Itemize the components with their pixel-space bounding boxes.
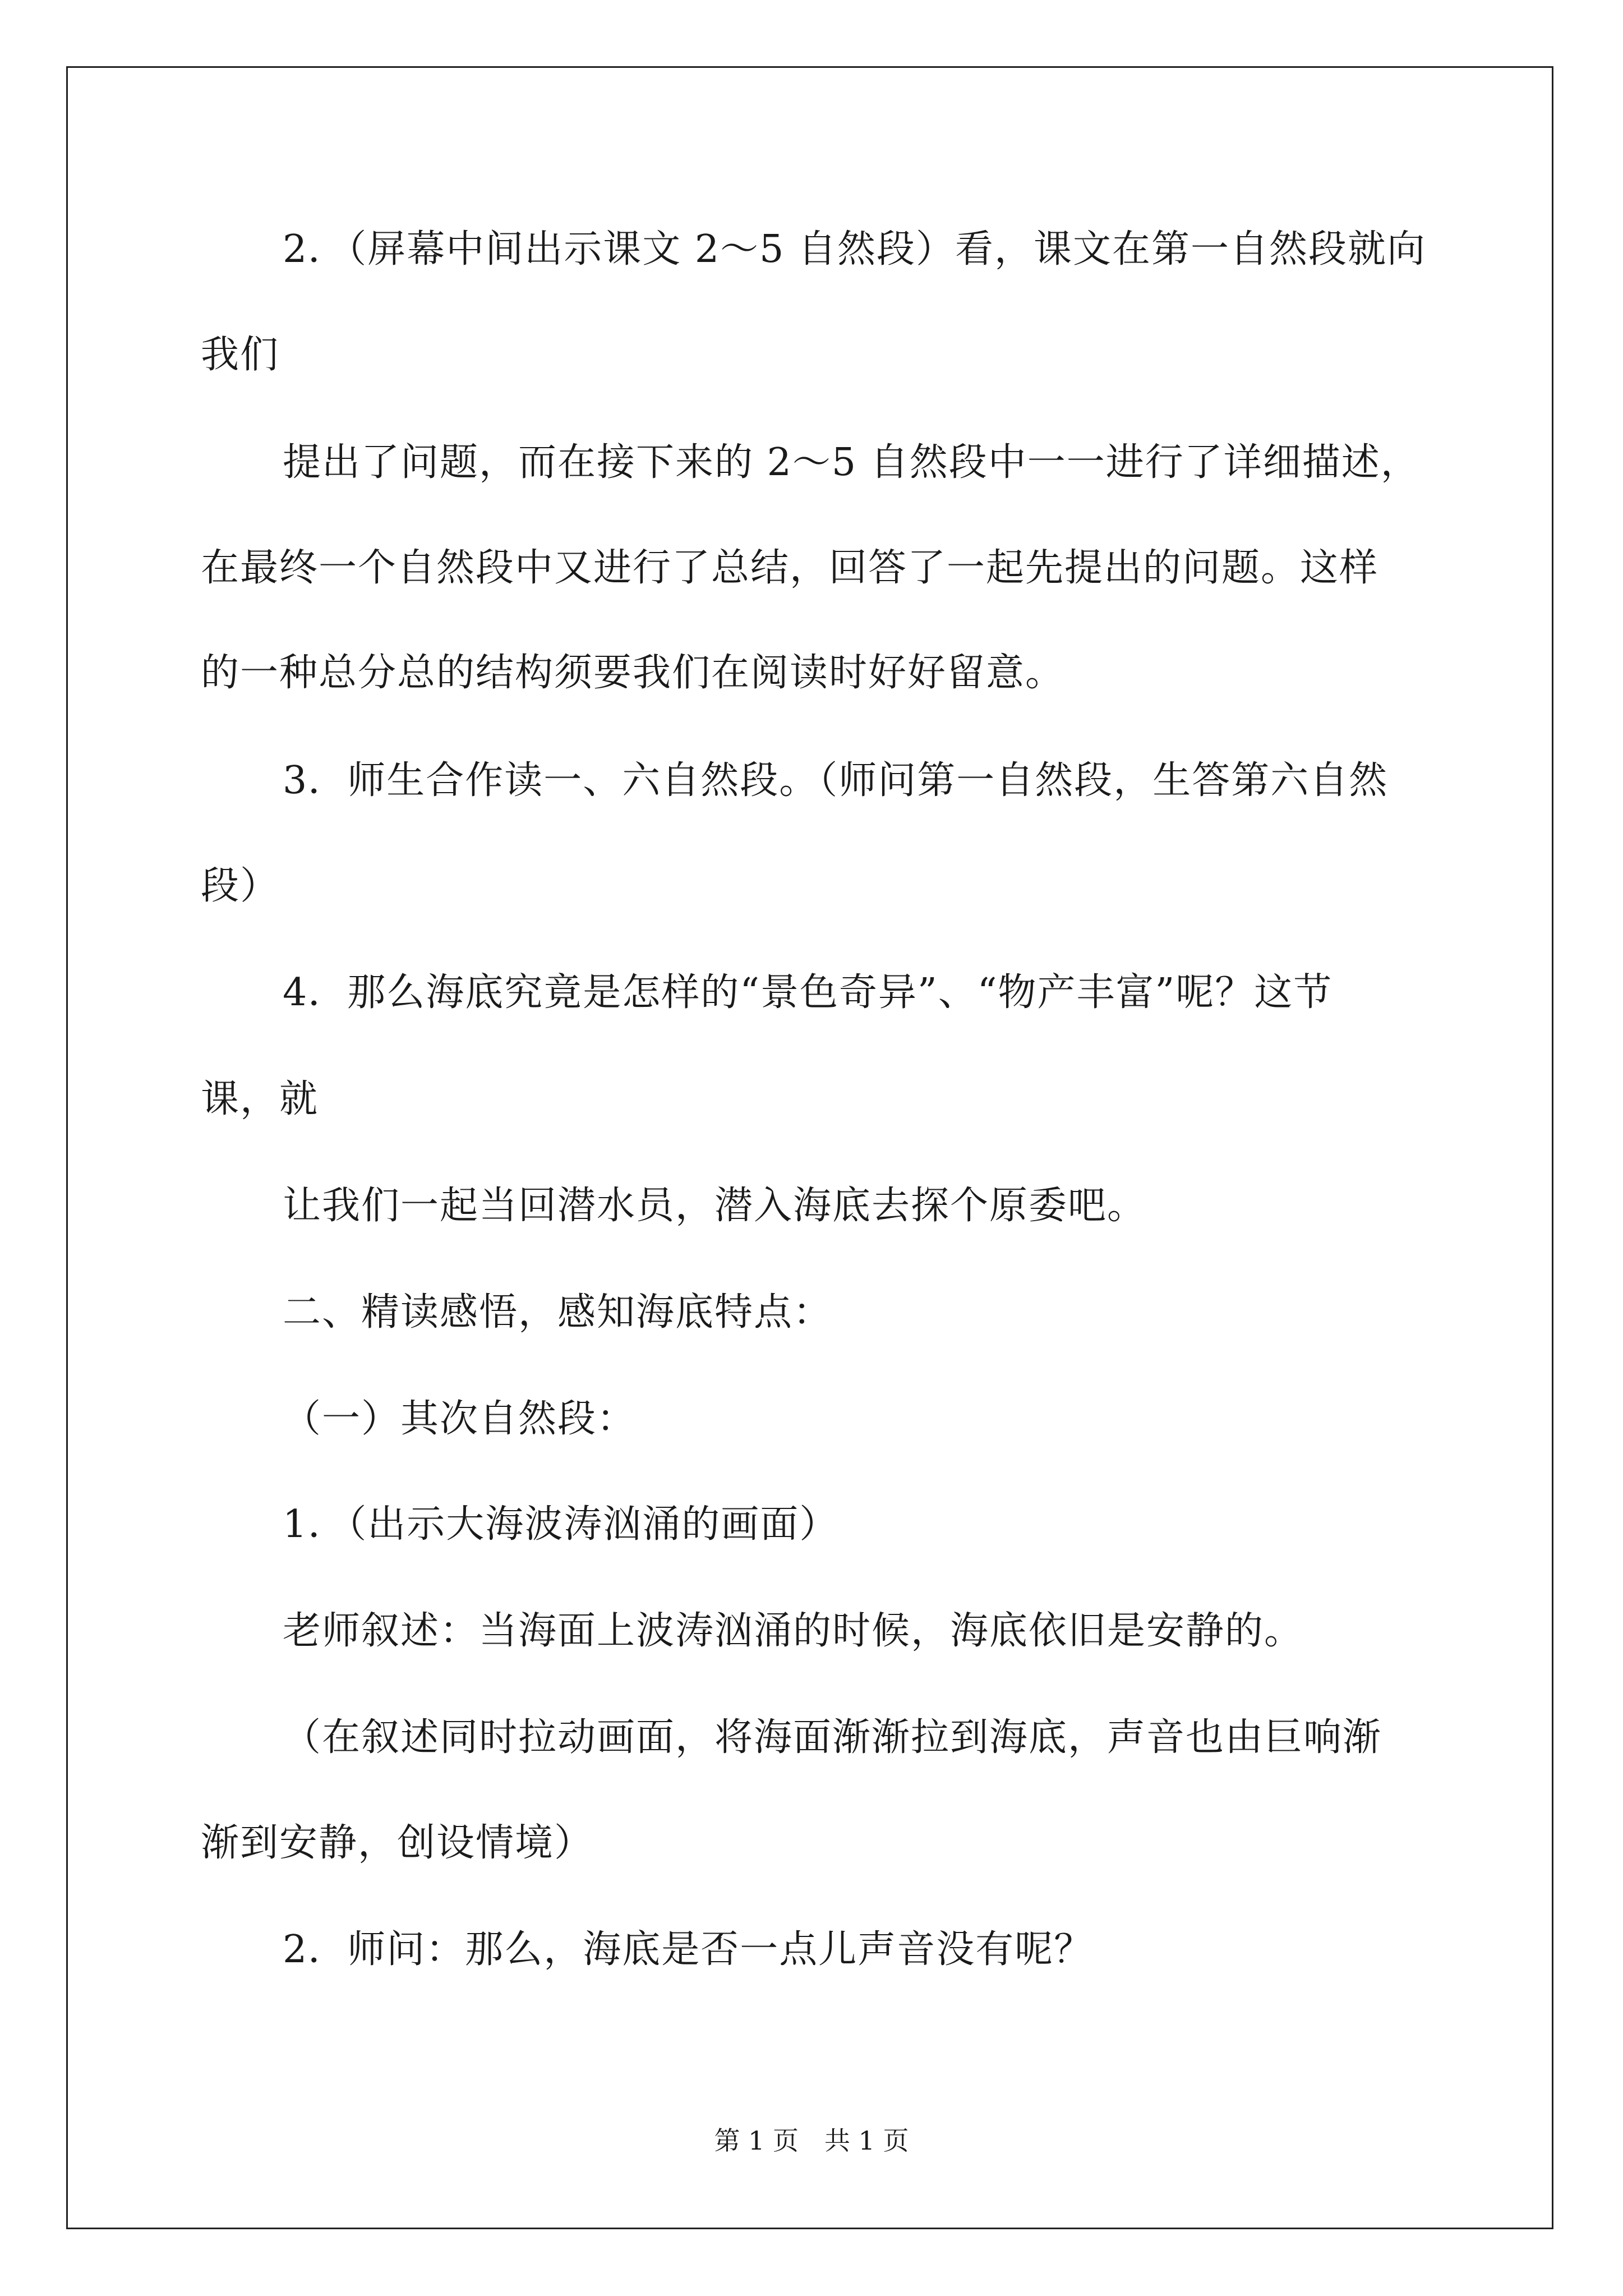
paragraph-line: （在叙述同时拉动画面，将海面渐渐拉到海底，声音也由巨响渐 [283,1715,1382,1760]
paragraph-line: 提出了问题，而在接下来的 2～5 自然段中一一进行了详细描述， [283,440,1420,485]
paragraph-line: 让我们一起当回潜水员，潜入海底去探个原委吧。 [283,1184,1147,1228]
page-footer: 第 1 页 共 1 页 [714,2125,909,2156]
paragraph-line: 4．那么海底究竟是怎样的“景色奇异”、“物产丰富”呢？这节 [283,970,1333,1015]
paragraph-line: 1．（出示大海波涛汹涌的画面） [283,1502,839,1547]
paragraph-line: 的一种总分总的结构须要我们在阅读时好好留意。 [201,651,1065,695]
paragraph-line: 3．师生合作读一、六自然段。（师问第一自然段，生答第六自然 [283,758,1389,803]
paragraph-line: 2．师问：那么，海底是否一点儿声音没有呢？ [283,1927,1094,1972]
paragraph-line: 二、精读感悟，感知海底特点： [283,1290,833,1335]
page-border [66,66,1553,2229]
paragraph-line: 渐到安静，创设情境） [201,1821,594,1865]
paragraph-line: 我们 [201,333,280,377]
paragraph-line: 课，就 [201,1077,319,1121]
paragraph-line: 2．（屏幕中间出示课文 2～5 自然段）看，课文在第一自然段就向 [283,227,1427,272]
paragraph-line: 老师叙述：当海面上波涛汹涌的时候，海底依旧是安静的。 [283,1609,1304,1653]
paragraph-line: 在最终一个自然段中又进行了总结，回答了一起先提出的问题。这样 [201,546,1379,590]
paragraph-line: （一）其次自然段： [283,1397,637,1441]
paragraph-line: 段） [201,864,280,908]
